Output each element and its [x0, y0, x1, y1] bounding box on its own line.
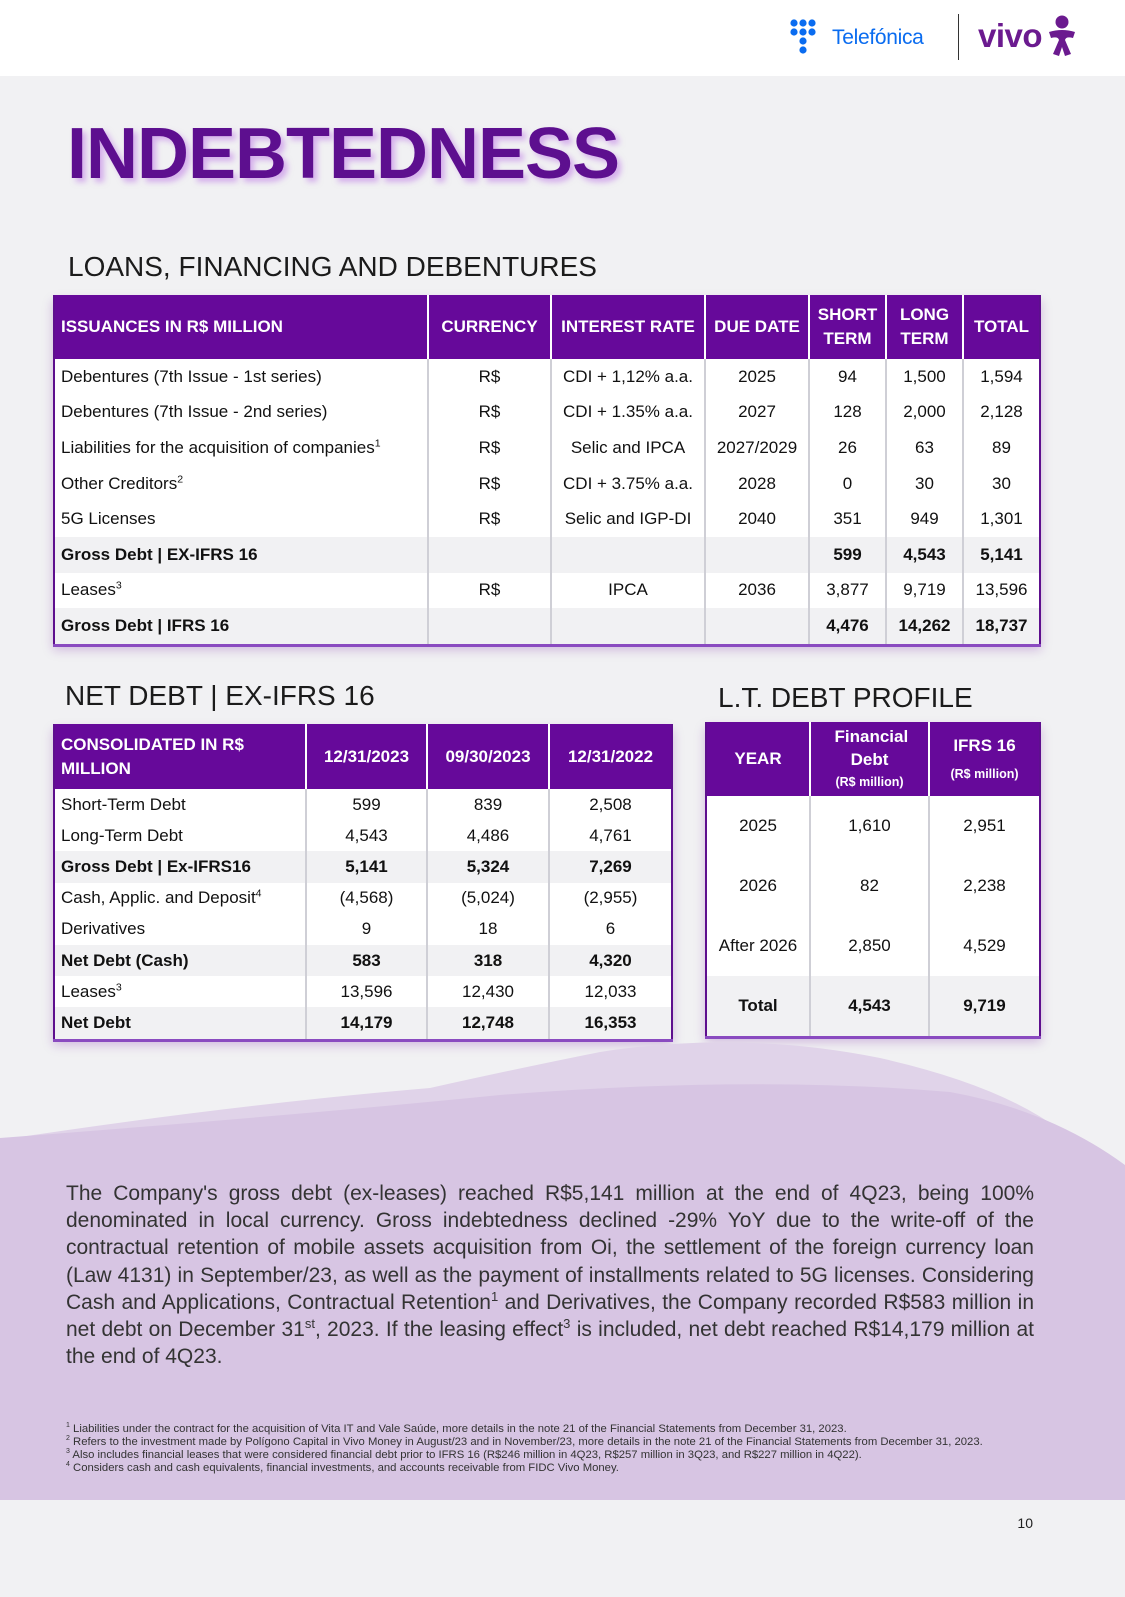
lt-row-financial-debt: 1,610: [810, 796, 929, 856]
loans-row-long-term: 30: [886, 466, 963, 502]
loans-row-due: [705, 537, 809, 573]
net-debt-row-name-text: Net Debt (Cash): [61, 950, 189, 970]
lt-row-year: 2025: [707, 796, 810, 856]
loans-row-total: 89: [992, 437, 1011, 457]
page-title: INDEBTEDNESS: [67, 114, 620, 194]
footnote-text: Also includes financial leases that were considered financial debt prior to IFRS 16 (R$246 million in 4Q23, R$257 million in 3Q23, and R$227 million in 4Q22).: [69, 1449, 862, 1461]
net-debt-row-2023-12: (4,568): [306, 883, 427, 914]
lt-row-year: 2026: [707, 856, 810, 916]
loans-row-total: 5,141: [963, 537, 1039, 573]
net-debt-row-name: [55, 789, 306, 820]
table-row: [55, 430, 1039, 466]
loans-row-name: [55, 573, 428, 609]
loans-row-name: [55, 537, 428, 573]
net-debt-row-2023-12: 599: [306, 789, 427, 820]
loans-row-due: 2040: [705, 501, 809, 537]
net-debt-row-2022-12: 4,320: [549, 945, 671, 976]
net-debt-row-2023-12: 14,179: [306, 1007, 427, 1038]
table-row: [55, 976, 671, 1007]
loans-row-rate: CDI + 1.35% a.a.: [551, 395, 705, 431]
net-debt-row-name-footnote-mark: 4: [255, 887, 262, 900]
loans-section-title: LOANS, FINANCING AND DEBENTURES: [68, 251, 597, 282]
table-row: [55, 851, 671, 882]
summary-sup-3: 3: [563, 1316, 571, 1332]
footnote: [66, 1423, 1034, 1436]
footnote-mark: 2: [66, 1435, 70, 1443]
loans-row-name-text: Liabilities for the acquisition of companies: [61, 437, 375, 457]
loans-row-name-text: 5G Licenses: [61, 509, 156, 529]
loans-row-name-footnote-mark: 1: [374, 437, 381, 450]
table-row: [55, 537, 1039, 573]
net-debt-row-name-text: Gross Debt | Ex-IFRS16: [61, 856, 251, 876]
loans-row-rate: CDI + 3.75% a.a.: [551, 466, 705, 502]
loans-row-name-text: Gross Debt | IFRS 16: [61, 615, 230, 635]
summary-sup-2: st: [304, 1316, 315, 1332]
net-debt-row-name-text: Derivatives: [61, 919, 146, 939]
table-row: [707, 856, 1039, 916]
net-debt-row-2022-12: 4,761: [589, 825, 632, 845]
net-debt-row-2022-12: 16,353: [549, 1007, 671, 1038]
loans-row-total: 2,128: [980, 402, 1023, 422]
vivo-figure-icon: [1046, 14, 1078, 58]
table-row: [707, 916, 1039, 976]
loans-row-name-text: Other Creditors: [61, 473, 178, 493]
net-debt-row-name: [55, 945, 306, 976]
loans-row-name-text: Debentures (7th Issue - 1st series): [61, 366, 322, 386]
net-debt-row-2023-12: 583: [306, 945, 427, 976]
footnote-text: Considers cash and cash equivalents, financial investments, and accounts receivable from FIDC Vivo Money.: [69, 1462, 619, 1474]
loans-header-due: DUE DATE: [705, 295, 809, 359]
lt-header-ifrs: [929, 722, 1039, 796]
table-row: [55, 914, 671, 945]
loans-row-rate: [551, 537, 705, 573]
loans-row-name-text: Debentures (7th Issue - 2nd series): [61, 402, 328, 422]
loans-row-long-term: 4,543: [886, 537, 963, 573]
lt-row-financial-debt: 2,850: [810, 916, 929, 976]
loans-row-short-term: 128: [809, 395, 886, 431]
net-debt-row-name: [55, 976, 306, 1007]
loans-row-due: 2025: [705, 359, 809, 395]
net-debt-row-2022-12: (2,955): [583, 888, 638, 908]
table-row: [55, 395, 1039, 431]
table-row: [55, 359, 1039, 395]
loans-row-currency: R$: [428, 359, 551, 395]
loans-header-rate: INTEREST RATE: [551, 295, 705, 359]
loans-row-long-term: 1,500: [886, 359, 963, 395]
net-debt-row-2023-12: 4,543: [306, 820, 427, 851]
footnote-text: Refers to the investment made by Polígono Capital in Vivo Money in August/23 and in November/23, more details in the note 21 of the Financial Statements from December 31, 2023.: [69, 1436, 983, 1448]
loans-row-long-term: 14,262: [886, 608, 963, 644]
lt-header-ifrs-label: IFRS 16: [953, 736, 1016, 756]
net-debt-row-2023-09: (5,024): [427, 883, 549, 914]
footnote: [66, 1449, 1034, 1462]
net-debt-header-2022-12: 12/31/2022: [549, 724, 671, 789]
loans-row-short-term: 4,476: [809, 608, 886, 644]
net-debt-row-name-text: Leases: [61, 981, 116, 1001]
telefonica-dots-icon: [790, 19, 826, 57]
loans-row-long-term: 9,719: [886, 573, 963, 609]
summary-sup-1: 1: [490, 1288, 499, 1304]
logo-divider: [958, 14, 959, 60]
loans-row-currency: R$: [428, 573, 551, 609]
table-row: [55, 501, 1039, 537]
loans-row-name: [55, 395, 428, 431]
footnote-mark: 3: [66, 1448, 70, 1456]
lt-profile-section-title: L.T. DEBT PROFILE: [718, 682, 973, 713]
loans-row-short-term: 599: [809, 537, 886, 573]
table-row: [55, 820, 671, 851]
loans-row-name-footnote-mark: 2: [177, 472, 184, 485]
page-header: [0, 0, 1125, 76]
loans-row-name-text: Leases: [61, 580, 116, 600]
telefonica-wordmark: Telefónica: [832, 26, 924, 49]
footnote-mark: 1: [66, 1422, 70, 1430]
lt-profile-table: [705, 722, 1041, 1036]
loans-row-currency: R$: [428, 430, 551, 466]
telefonica-logo: [790, 18, 924, 58]
net-debt-row-name-text: Net Debt: [61, 1012, 131, 1032]
lt-header-financial: [810, 722, 929, 796]
loans-row-short-term: 26: [809, 430, 886, 466]
table-row: [55, 1007, 671, 1038]
loans-row-due: 2027: [705, 395, 809, 431]
net-debt-header-2023-12: 12/31/2023: [306, 724, 427, 789]
footnote: [66, 1436, 1034, 1449]
net-debt-row-2023-12: 13,596: [306, 976, 427, 1007]
summary-text-1: The Company's gross debt (ex-leases) reached R$5,141 million at the end of 4Q23, being 100% denominated in local currency. Gross indebtedness declined -29% YoY due to the write-off of the contractual retention of mobile assets acquisition from Oi, the settlement of the foreign currency loan (Law 4131) in September/23, as well as the payment of installments related to 5G licenses. Considering Cash and Applications, Contractual Retention: [66, 1182, 1034, 1314]
net-debt-row-name-text: Long-Term Debt: [61, 825, 183, 845]
loans-row-name-footnote-mark: 3: [115, 579, 122, 592]
net-debt-header-consolidated: CONSOLIDATED IN R$ MILLION: [55, 724, 306, 789]
footnotes: [66, 1423, 1034, 1475]
loans-row-currency: R$: [428, 466, 551, 502]
loans-row-currency: [428, 537, 551, 573]
loans-row-due: 2027/2029: [705, 430, 809, 466]
net-debt-row-2023-09: 12,430: [427, 976, 549, 1007]
table-row: [707, 976, 1039, 1036]
lt-row-financial-debt: 4,543: [810, 976, 929, 1036]
loans-row-name: [55, 430, 428, 466]
lt-header-financial-unit: (R$ million): [835, 775, 904, 790]
loans-row-rate: [551, 608, 705, 644]
lt-row-financial-debt: 82: [810, 856, 929, 916]
lt-header-financial-label: Financial Debt: [834, 727, 909, 770]
vivo-wordmark: vivo: [978, 17, 1043, 54]
net-debt-row-name-text: Cash, Applic. and Deposit: [61, 888, 256, 908]
loans-row-name: [55, 466, 428, 502]
lt-row-year: Total: [707, 976, 810, 1036]
loans-header-currency: CURRENCY: [428, 295, 551, 359]
net-debt-row-name-footnote-mark: 3: [115, 981, 122, 994]
net-debt-row-name: [55, 883, 306, 914]
net-debt-row-2023-09: 318: [427, 945, 549, 976]
lt-row-ifrs16: 4,529: [963, 936, 1006, 955]
net-debt-row-2023-09: 5,324: [427, 851, 549, 882]
vivo-logo: [978, 14, 1078, 58]
loans-row-rate: CDI + 1,12% a.a.: [551, 359, 705, 395]
loans-row-total: 1,301: [980, 509, 1023, 529]
net-debt-table: [53, 724, 673, 1039]
loans-row-total: 1,594: [980, 366, 1023, 386]
loans-row-long-term: 63: [886, 430, 963, 466]
net-debt-row-name: [55, 820, 306, 851]
loans-row-short-term: 3,877: [809, 573, 886, 609]
loans-row-long-term: 2,000: [886, 395, 963, 431]
loans-row-name: [55, 359, 428, 395]
loans-header-short: SHORT TERM: [809, 295, 886, 359]
loans-row-rate: Selic and IPCA: [551, 430, 705, 466]
loans-row-currency: R$: [428, 395, 551, 431]
loans-row-due: 2036: [705, 573, 809, 609]
summary-text-3: , 2023. If the leasing effect: [314, 1318, 564, 1342]
net-debt-row-2022-12: 2,508: [589, 794, 632, 814]
lt-row-ifrs16: 2,238: [963, 876, 1006, 895]
loans-header-long: LONG TERM: [886, 295, 963, 359]
net-debt-row-2022-12: 6: [605, 919, 616, 939]
loans-row-short-term: 351: [809, 501, 886, 537]
loans-row-rate: IPCA: [551, 573, 705, 609]
net-debt-row-name: [55, 914, 306, 945]
net-debt-row-2023-09: 839: [427, 789, 549, 820]
table-row: [55, 789, 671, 820]
net-debt-row-2023-09: 12,748: [427, 1007, 549, 1038]
table-row: [55, 573, 1039, 609]
loans-header-total: TOTAL: [963, 295, 1039, 359]
net-debt-row-name-text: Short-Term Debt: [61, 794, 186, 814]
page-number: 10: [1017, 1515, 1033, 1531]
lt-header-year: YEAR: [707, 722, 810, 796]
summary-text-2: and Derivatives, the Company recorded R$583 million in net debt on December 31: [66, 1290, 1034, 1342]
table-row: [55, 883, 671, 914]
net-debt-row-2023-12: 5,141: [306, 851, 427, 882]
loans-row-due: 2028: [705, 466, 809, 502]
loans-row-long-term: 949: [886, 501, 963, 537]
net-debt-row-2023-09: 4,486: [427, 820, 549, 851]
net-debt-row-2023-12: 9: [306, 914, 427, 945]
footnote: [66, 1462, 1034, 1475]
summary-paragraph: [66, 1180, 1034, 1370]
lt-row-year: After 2026: [707, 916, 810, 976]
summary-text-4: is included, net debt reached R$14,179 million at the end of 4Q23.: [66, 1318, 1034, 1369]
net-debt-row-2023-09: 18: [427, 914, 549, 945]
loans-row-short-term: 0: [809, 466, 886, 502]
loans-row-currency: [428, 608, 551, 644]
lt-row-ifrs16: 9,719: [929, 976, 1039, 1036]
loans-row-name-text: Gross Debt | EX-IFRS 16: [61, 544, 258, 564]
net-debt-section-title: NET DEBT | EX-IFRS 16: [65, 680, 375, 711]
loans-header-issuances: ISSUANCES IN R$ MILLION: [55, 295, 428, 359]
net-debt-row-2022-12: 12,033: [584, 981, 637, 1001]
loans-row-rate: Selic and IGP-DI: [551, 501, 705, 537]
net-debt-row-name: [55, 851, 306, 882]
loans-row-name: [55, 501, 428, 537]
loans-table: [53, 295, 1041, 644]
net-debt-row-name: [55, 1007, 306, 1038]
loans-row-currency: R$: [428, 501, 551, 537]
net-debt-header-2023-09: 09/30/2023: [427, 724, 549, 789]
table-row: [55, 466, 1039, 502]
lt-row-ifrs16: 2,951: [963, 816, 1006, 835]
table-row: [55, 945, 671, 976]
loans-row-total: 30: [992, 473, 1011, 493]
loans-row-short-term: 94: [809, 359, 886, 395]
net-debt-row-2022-12: 7,269: [549, 851, 671, 882]
loans-row-due: [705, 608, 809, 644]
loans-row-name: [55, 608, 428, 644]
footnote-text: Liabilities under the contract for the acquisition of Vita IT and Vale Saúde, more details in the note 21 of the Financial Statements from December 31, 2023.: [69, 1423, 847, 1435]
loans-row-total: 18,737: [963, 608, 1039, 644]
table-row: [55, 608, 1039, 644]
table-row: [707, 796, 1039, 856]
loans-row-total: 13,596: [975, 580, 1028, 600]
footnote-mark: 4: [66, 1461, 70, 1469]
lt-header-ifrs-unit: (R$ million): [950, 767, 1019, 782]
